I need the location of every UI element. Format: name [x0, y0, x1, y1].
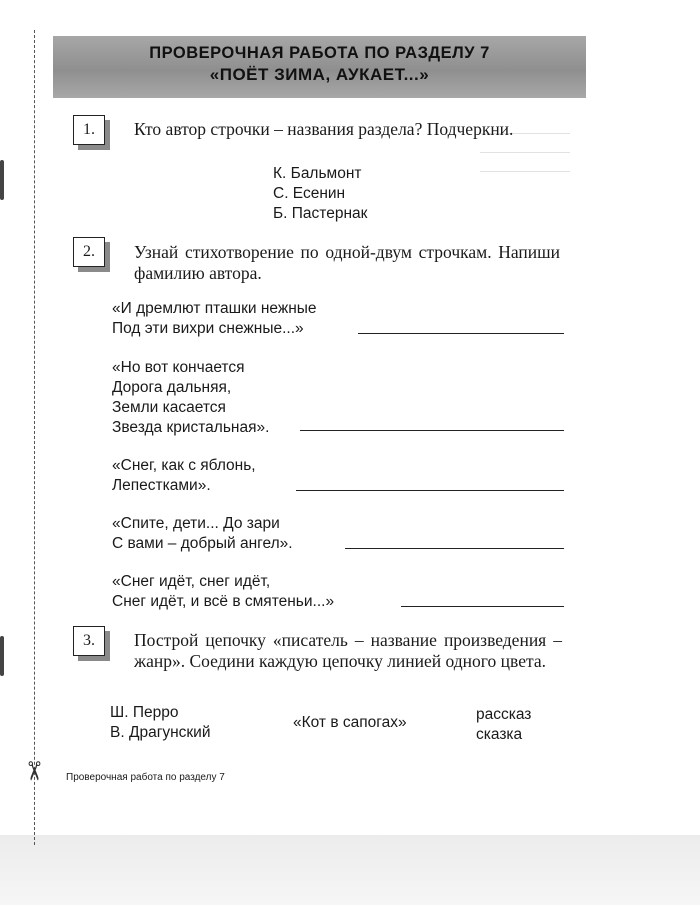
option-item[interactable]: С. Есенин [273, 185, 346, 202]
genre-item[interactable]: сказка [476, 726, 523, 743]
answer-line-5[interactable] [401, 606, 564, 607]
poem-line: «И дремлют пташки нежные [112, 300, 317, 317]
answer-line-4[interactable] [345, 548, 564, 549]
poem-3 [112, 456, 256, 496]
answer-line-3[interactable] [296, 490, 564, 491]
poem-line: Снег идёт, и всё в смятеньи...» [112, 593, 335, 610]
genres-column [476, 705, 531, 745]
writers-column [110, 703, 211, 743]
scan-bottom-margin [0, 835, 700, 905]
task-1-text: Кто автор строчки – названия раздела? Подчеркни. [134, 119, 514, 139]
task-3-number: 3. [73, 626, 105, 656]
poem-line: Земли касается [112, 399, 226, 416]
task-1-options [273, 164, 367, 224]
poem-line: Под эти вихри снежные...» [112, 320, 304, 337]
writer-item[interactable]: Ш. Перро [110, 704, 179, 721]
work-title[interactable]: «Кот в сапогах» [293, 714, 407, 731]
poem-line: Дорога дальняя, [112, 379, 232, 396]
answer-line-1[interactable] [358, 333, 564, 334]
poem-line: «Спите, дети... До зари [112, 515, 280, 532]
section-header [53, 36, 586, 98]
poem-line: Звезда кристальная». [112, 419, 270, 436]
poem-line: «Снег, как с яблонь, [112, 457, 256, 474]
header-title: ПРОВЕРОЧНАЯ РАБОТА ПО РАЗДЕЛУ 7 [149, 44, 490, 62]
poem-2 [112, 358, 269, 438]
poem-line: «Снег идёт, снег идёт, [112, 573, 271, 590]
page-footer: Проверочная работа по разделу 7 [66, 772, 225, 783]
poem-line: С вами – добрый ангел». [112, 535, 293, 552]
genre-item[interactable]: рассказ [476, 706, 532, 723]
task-2-number: 2. [73, 237, 105, 267]
binding-mark-bottom [0, 636, 4, 676]
writer-item[interactable]: В. Драгунский [110, 724, 211, 741]
header-subtitle: «ПОЁТ ЗИМА, АУКАЕТ...» [209, 65, 430, 84]
task-3-text: Построй цепочку «писатель – название произведения – жанр». Соедини каждую цепочку линией одного цвета. [134, 630, 562, 671]
task-1-number: 1. [73, 115, 105, 145]
task-2-text: Узнай стихотворение по одной-двум строчкам. Напиши фамилию автора. [134, 242, 560, 283]
answer-line-2[interactable] [300, 430, 564, 431]
poem-line: «Но вот кончается [112, 359, 245, 376]
poem-5 [112, 572, 334, 612]
option-item[interactable]: Б. Пастернак [273, 205, 368, 222]
cut-line [34, 30, 35, 845]
poem-1 [112, 299, 317, 339]
option-item[interactable]: К. Бальмонт [273, 165, 362, 182]
scissors-icon: ✂ [17, 760, 48, 782]
poem-line: Лепестками». [112, 477, 211, 494]
poem-4 [112, 514, 293, 554]
binding-mark-top [0, 160, 4, 200]
